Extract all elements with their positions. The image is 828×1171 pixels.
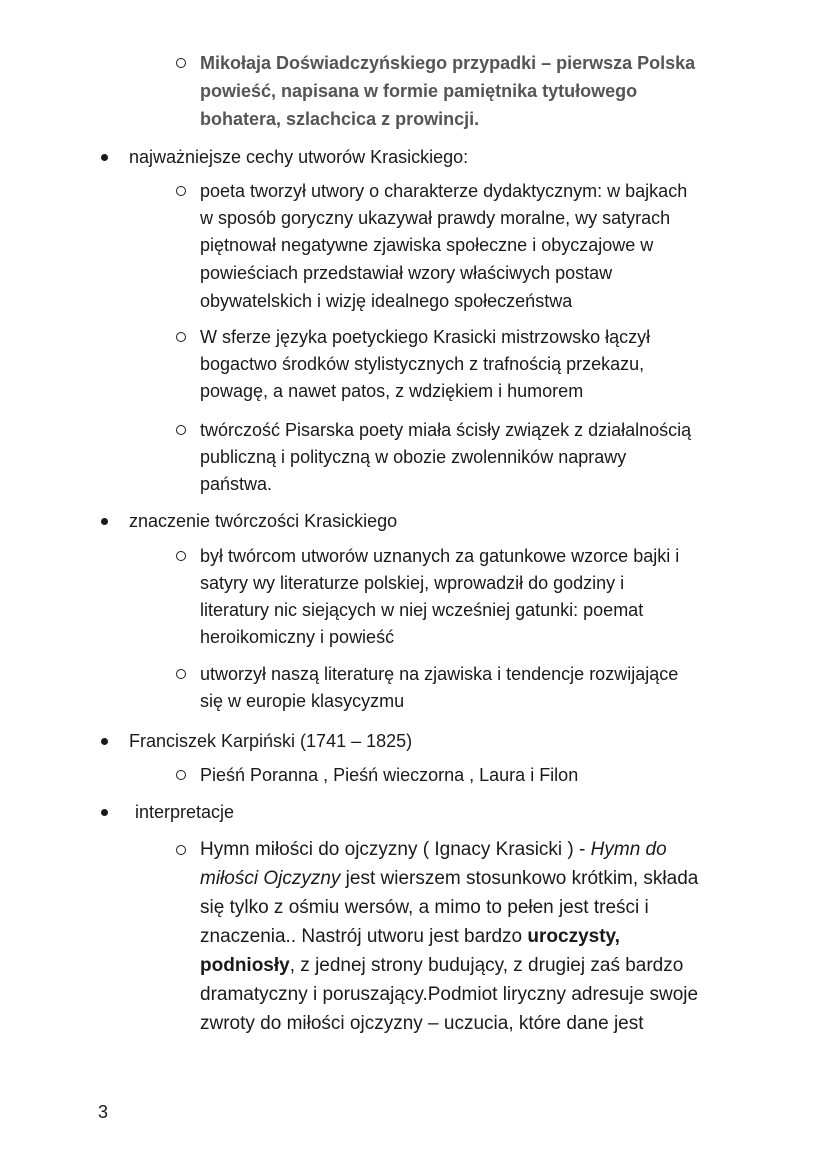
text-line: się w europie klasycyzmu — [200, 691, 405, 711]
sub-bullet-icon — [176, 770, 186, 780]
text-line: powieść, napisana w formie pamiętnika tytułowego — [200, 81, 638, 101]
text-line: literatury nic siejących w niej wcześniej gatunki: poemat — [200, 600, 644, 620]
text-bold: podniosły — [200, 955, 290, 976]
text-line: satyry wy literaturze polskiej, wprowadził do godziny i — [200, 573, 625, 593]
page-number: 3 — [98, 1102, 109, 1122]
text-line: był twórcom utworów uznanych za gatunkowe wzorce bajki i — [200, 546, 680, 566]
text-normal: , z jednej strony budujący, z drugiej zaś bardzo — [289, 955, 684, 976]
text-line: się tylko z ośmiu wersów, a mimo to pełen jest treści i — [200, 897, 649, 918]
text-line: Mikołaja Doświadczyńskiego przypadki – pierwsza Polska — [200, 53, 696, 73]
bullet-icon — [101, 154, 108, 161]
text-line: piętnował negatywne zjawiska społeczne i obyczajowe w — [200, 235, 654, 255]
text-line: poeta tworzył utwory o charakterze dydaktycznym: w bajkach — [200, 181, 688, 201]
text-line — [200, 925, 620, 949]
text-bold: uroczysty, — [527, 926, 620, 947]
bullet-icon — [101, 809, 108, 816]
text-line: Pieśń Poranna , Pieśń wieczorna , Laura i Filon — [200, 765, 579, 785]
text-normal: jest wierszem stosunkowo krótkim, składa — [340, 868, 699, 889]
text-line: twórczość Pisarska poety miała ścisły związek z działalnością — [200, 420, 692, 440]
text-line: powagę, a nawet patos, z wdziękiem i humorem — [200, 381, 584, 401]
sub-bullet-icon — [176, 332, 186, 342]
sub-bullet-icon — [176, 58, 186, 68]
sub-bullet-icon — [176, 669, 186, 679]
sub-bullet-icon — [176, 551, 186, 561]
section-heading: najważniejsze cechy utworów Krasickiego: — [129, 147, 469, 167]
text-italic: Hymn do — [590, 839, 667, 860]
text-line — [200, 838, 667, 862]
text-line: powieściach przedstawiał wzory właściwych postaw — [200, 263, 613, 283]
text-line: heroikomiczny i powieść — [200, 627, 395, 647]
sub-bullet-icon — [176, 845, 186, 855]
text-line — [200, 954, 683, 978]
text-line: utworzył naszą literaturę na zjawiska i tendencje rozwijające — [200, 664, 679, 684]
text-line: W sferze języka poetyckiego Krasicki mistrzowsko łączył — [200, 327, 651, 347]
text-line — [200, 867, 698, 891]
sub-bullet-icon — [176, 425, 186, 435]
text-normal: znaczenia.. Nastrój utworu jest bardzo — [200, 926, 528, 947]
section-heading: Franciszek Karpiński (1741 – 1825) — [129, 731, 413, 751]
text-line: w sposób goryczny ukazywał prawdy moralne, wy satyrach — [200, 208, 671, 228]
text-normal: Hymn miłości do ojczyzny ( Ignacy Krasicki ) - — [200, 839, 591, 860]
text-italic: miłości Ojczyzny — [200, 868, 341, 889]
text-line: bogactwo środków stylistycznych z trafnością przekazu, — [200, 354, 645, 374]
text-line: dramatyczny i poruszający.Podmiot liryczny adresuje swoje — [200, 984, 699, 1005]
text-line: bohatera, szlachcica z prowincji. — [200, 109, 480, 129]
sub-bullet-icon — [176, 186, 186, 196]
section-heading: znaczenie twórczości Krasickiego — [129, 511, 398, 531]
text-line: publiczną i polityczną w obozie zwolenników naprawy — [200, 447, 627, 467]
section-heading: interpretacje — [135, 802, 235, 822]
text-line: obywatelskich i wizję idealnego społeczeństwa — [200, 291, 573, 311]
text-line: państwa. — [200, 474, 273, 494]
text-line: zwroty do miłości ojczyzny – uczucia, które dane jest — [200, 1013, 644, 1034]
bullet-icon — [101, 738, 108, 745]
bullet-icon — [101, 518, 108, 525]
